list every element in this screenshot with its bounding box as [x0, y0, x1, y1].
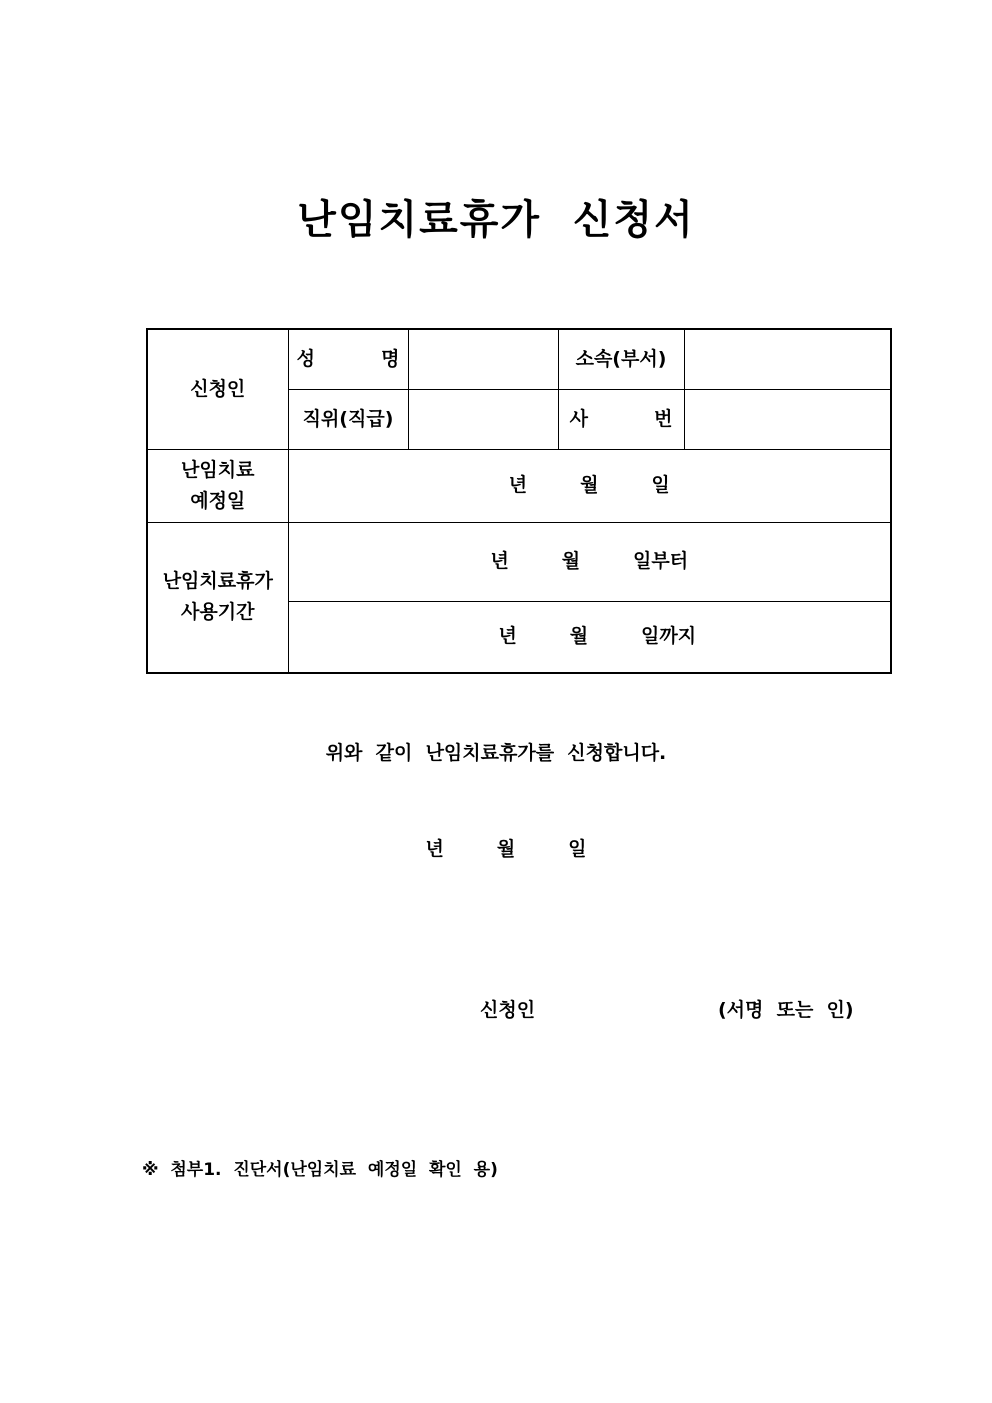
application-statement: 위와 같이 난임치료휴가를 신청합니다.: [325, 742, 667, 764]
employee-no-label: 사 번: [569, 407, 673, 430]
attachment-note: ※ 첨부1. 진단서(난임치료 예정일 확인 용): [142, 1160, 498, 1180]
applicant-label: 신청인: [190, 377, 246, 400]
signature-field[interactable]: (서명 또는 인): [718, 999, 854, 1021]
treatment-date-label-line1: 난임치료: [181, 458, 255, 481]
leave-to-value: 년 월 일까지: [498, 625, 697, 648]
leave-period-header-cell: [147, 522, 288, 673]
page-title: 난임치료휴가 신청서: [297, 197, 695, 243]
department-field[interactable]: [684, 329, 891, 389]
treatment-date-label-line2: 예정일: [190, 489, 246, 512]
application-date: 년 월 일: [425, 838, 587, 860]
applicant-header-cell: [147, 329, 288, 449]
department-label-cell: [558, 329, 684, 389]
position-label-cell: [288, 389, 408, 449]
name-label: 성 명: [296, 347, 400, 370]
leave-to-field[interactable]: [288, 601, 891, 673]
treatment-date-header-cell: [147, 449, 288, 522]
position-field[interactable]: [408, 389, 558, 449]
employee-no-field[interactable]: [684, 389, 891, 449]
position-label: 직위(직급): [302, 407, 394, 430]
leave-period-label-line2: 사용기간: [181, 601, 255, 624]
leave-from-value: 년 월 일부터: [490, 550, 689, 572]
treatment-date-value: 년 월 일: [508, 474, 670, 496]
leave-from-field[interactable]: [288, 522, 891, 601]
name-field[interactable]: [408, 329, 558, 389]
signature-applicant-label: 신청인: [480, 999, 536, 1021]
leave-period-label-line1: 난임치료휴가: [162, 570, 273, 593]
name-label-cell: [288, 329, 408, 389]
department-label: 소속(부서): [575, 347, 667, 370]
treatment-date-field[interactable]: [288, 449, 891, 522]
employee-no-label-cell: [558, 389, 684, 449]
application-form-table: [146, 328, 892, 674]
